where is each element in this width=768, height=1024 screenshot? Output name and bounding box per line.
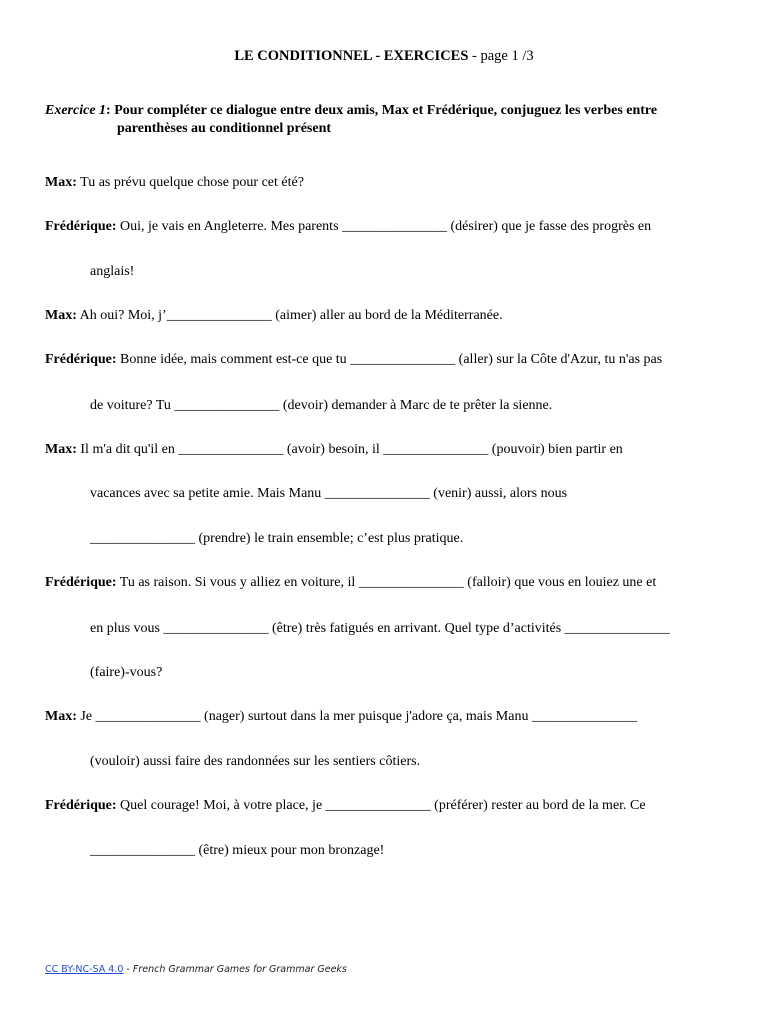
dialogue-text: Tu as raison. Si vous y alliez en voiture, il _______________ (falloir) que vous en louiez une et	[116, 575, 657, 590]
page-footer	[45, 964, 347, 975]
dialogue-text: Tu as prévu quelque chose pour cet été?	[76, 175, 304, 190]
dialogue-line	[45, 218, 651, 236]
dialogue-line	[45, 307, 503, 325]
dialogue-text: en plus vous _______________ (être) très fatigués en arrivant. Quel type d’activités _______________	[90, 621, 670, 636]
exercise-instruction	[45, 102, 735, 138]
instruction-line-1: Pour compléter ce dialogue entre deux amis, Max et Frédérique, conjuguez les verbes entre	[110, 103, 658, 118]
speaker-name: Max:	[45, 709, 77, 724]
exercise-label: Exercice 1	[45, 103, 107, 118]
dialogue-text: (faire)-vous?	[90, 665, 163, 680]
dialogue-continuation	[90, 397, 552, 415]
speaker-name: Frédérique:	[45, 798, 117, 813]
dialogue-text: (vouloir) aussi faire des randonnées sur les sentiers côtiers.	[90, 754, 421, 769]
dialogue-continuation	[90, 485, 567, 503]
dialogue-line	[45, 351, 662, 369]
dialogue-text: Ah oui? Moi, j’_______________ (aimer) aller au bord de la Méditerranée.	[76, 308, 503, 323]
speaker-name: Max:	[45, 175, 77, 190]
speaker-name: Frédérique:	[45, 219, 117, 234]
license-link[interactable]: CC BY-NC-SA 4.0	[45, 964, 124, 975]
dialogue-continuation	[90, 530, 463, 548]
dialogue-line	[45, 708, 637, 726]
dialogue-continuation	[90, 620, 670, 638]
exercise-colon: :	[106, 103, 111, 118]
title-page-number: - page 1 /3	[468, 48, 534, 64]
dialogue-text: Il m'a dit qu'il en _______________ (avoir) besoin, il _______________ (pouvoir) bien partir en	[76, 442, 623, 457]
dialogue-text: anglais!	[90, 264, 135, 279]
footer-credit: - French Grammar Games for Grammar Geeks	[123, 964, 347, 975]
dialogue-line	[45, 174, 304, 192]
dialogue-text: _______________ (être) mieux pour mon bronzage!	[90, 843, 385, 858]
dialogue-continuation	[90, 753, 420, 771]
dialogue-text: de voiture? Tu _______________ (devoir) demander à Marc de te prêter la sienne.	[90, 398, 553, 413]
dialogue-text: Je _______________ (nager) surtout dans la mer puisque j'adore ça, mais Manu _______________	[76, 709, 637, 724]
speaker-name: Max:	[45, 308, 77, 323]
speaker-name: Max:	[45, 442, 77, 457]
speaker-name: Frédérique:	[45, 575, 117, 590]
dialogue-continuation	[90, 263, 134, 281]
page-title	[0, 48, 768, 65]
instruction-line-2: parenthèses au conditionnel présent	[117, 121, 332, 136]
dialogue-line	[45, 441, 623, 459]
dialogue-line	[45, 797, 646, 815]
speaker-name: Frédérique:	[45, 352, 117, 367]
dialogue-text: Quel courage! Moi, à votre place, je _______________ (préférer) rester au bord de la mer. Ce	[116, 798, 646, 813]
dialogue-text: _______________ (prendre) le train ensemble; c’est plus pratique.	[90, 531, 464, 546]
dialogue-continuation	[90, 842, 384, 860]
dialogue-text: Oui, je vais en Angleterre. Mes parents _______________ (désirer) que je fasse des progrès en	[116, 219, 652, 234]
dialogue-text: Bonne idée, mais comment est-ce que tu _______________ (aller) sur la Côte d'Azur, tu n'as pas	[116, 352, 663, 367]
title-main: LE CONDITIONNEL - EXERCICES	[234, 48, 469, 64]
dialogue-text: vacances avec sa petite amie. Mais Manu _______________ (venir) aussi, alors nous	[90, 486, 568, 501]
dialogue-line	[45, 574, 656, 592]
dialogue-continuation	[90, 664, 162, 682]
